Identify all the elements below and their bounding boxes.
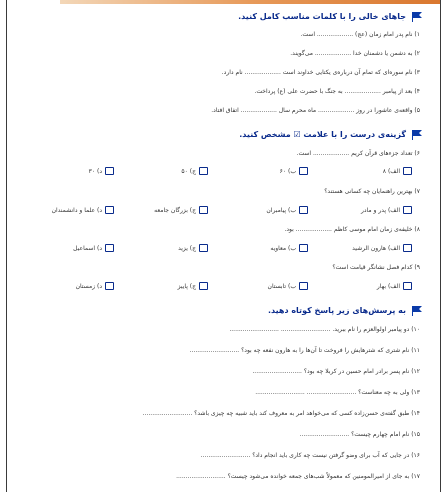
option-label: د) علما و دانشمندان	[51, 206, 102, 214]
option-label: الف) پدر و مادر	[361, 206, 400, 214]
option-label: ج) ۵۰	[181, 167, 196, 175]
checkbox[interactable]	[299, 206, 308, 214]
section2-title	[239, 130, 422, 139]
decorative-top-bar	[60, 0, 440, 4]
section1-title	[238, 12, 422, 21]
short-answer-item: ۱۴) طبق گفته‌ی حسن‌زاده کسی که می‌خواهد امر به معروف کند باید شبیه چه چیزی باشد؟ ..........................	[142, 410, 420, 417]
flag-icon	[410, 306, 422, 315]
fill-blank-item: ۲) به دشمن یا دشمنان خدا ................... می‌گویند.	[290, 50, 420, 57]
checkbox[interactable]	[105, 167, 114, 175]
option-label: ج) پاییز	[177, 282, 196, 290]
checkbox[interactable]	[403, 244, 412, 252]
option-label: د) زمستان	[75, 282, 102, 290]
mc-question: ۸) خلیفه‌ی زمان امام موسی کاظم ................... بود.	[284, 226, 420, 233]
mc-options	[20, 282, 420, 292]
short-answer-item: ۱۰) دو پیامبر اولوالعزم را نام ببرید. .......................... ..........................	[229, 326, 420, 333]
flag-icon	[410, 130, 422, 139]
right-border-line	[440, 0, 441, 492]
short-answer-item: ۱۶) در جایی که آب برای وضو گرفتن نیست چه کاری باید انجام داد؟ ..........................	[200, 452, 420, 459]
checkbox[interactable]	[105, 206, 114, 214]
checkbox[interactable]	[403, 167, 412, 175]
fill-blank-item: ۵) واقعه‌ی عاشورا در روز ................... ماه محرم سال ................... اتفاق افتاد.	[211, 107, 420, 114]
section3-title	[268, 306, 422, 315]
fill-blank-item: ۱) نام پدر امام زمان (عج) ................... است.	[300, 31, 420, 38]
checkbox[interactable]	[403, 206, 412, 214]
checkbox[interactable]	[199, 167, 208, 175]
option-label: ب) پیامبران	[266, 206, 296, 214]
mc-options	[20, 167, 420, 177]
option-label: الف) هارون الرشید	[352, 244, 400, 252]
left-border-line	[6, 0, 7, 492]
short-answer-item: ۱۲) نام پسر برادر امام حسین در کربلا چه بود؟ ..........................	[252, 368, 420, 375]
option-label: الف) بهار	[376, 282, 400, 290]
checkbox[interactable]	[199, 282, 208, 290]
section2-title-text: گزینه‌ی درست را با علامت ☑ مشخص کنید.	[239, 130, 406, 139]
fill-blank-item: ۴) بعد از پیامبر ................... به جنگ با حضرت علی (ع) پرداخت.	[254, 88, 420, 95]
option-label: الف) ۸	[382, 167, 400, 175]
checkbox[interactable]	[299, 167, 308, 175]
fill-blank-item: ۳) نام سوره‌ای که تمام آن درباره‌ی یکتایی خداوند است ................... نام دارد.	[221, 69, 420, 76]
mc-question: ۷) بهترین راهنمایان چه کسانی هستند؟	[324, 188, 420, 195]
mc-options	[20, 206, 420, 216]
flag-icon	[410, 12, 422, 21]
checkbox[interactable]	[105, 282, 114, 290]
short-answer-item: ۱۱) نام شتری که شترهایش را فروخت تا آن‌ها را به هارون نفعه چه بود؟ ..........................	[189, 347, 420, 354]
checkbox[interactable]	[199, 244, 208, 252]
option-label: ب) تابستان	[267, 282, 296, 290]
option-label: ب) معاویه	[270, 244, 296, 252]
option-label: ج) یزید	[178, 244, 196, 252]
checkbox[interactable]	[299, 282, 308, 290]
checkbox[interactable]	[299, 244, 308, 252]
checkbox[interactable]	[403, 282, 412, 290]
option-label: ب) ۶۰	[279, 167, 296, 175]
checkbox[interactable]	[105, 244, 114, 252]
short-answer-item: ۱۷) به جای از امیرالمومنین که معمولاً شب‌های جمعه خوانده می‌شود چیست؟ ..........................	[176, 473, 420, 480]
section1-title-text: جاهای خالی را با کلمات مناسب کامل کنید.	[238, 12, 406, 21]
section3-title-text: به پرسش‌های زیر پاسخ کوتاه دهید.	[267, 306, 406, 315]
mc-options	[20, 244, 420, 254]
short-answer-item: ۱۳) ولی به چه معناست؟ .......................... ..........................	[255, 389, 420, 396]
mc-question: ۹) کدام فصل نشانگر قیامت است؟	[332, 264, 420, 271]
option-label: ج) بزرگان جامعه	[154, 206, 196, 214]
option-label: د) ۳۰	[88, 167, 102, 175]
option-label: د) اسماعیل	[73, 244, 102, 252]
mc-question: ۶) تعداد جزءهای قرآن کریم ................... است.	[296, 150, 420, 157]
checkbox[interactable]	[199, 206, 208, 214]
short-answer-item: ۱۵) نام امام چهارم چیست؟ ..........................	[299, 431, 420, 438]
